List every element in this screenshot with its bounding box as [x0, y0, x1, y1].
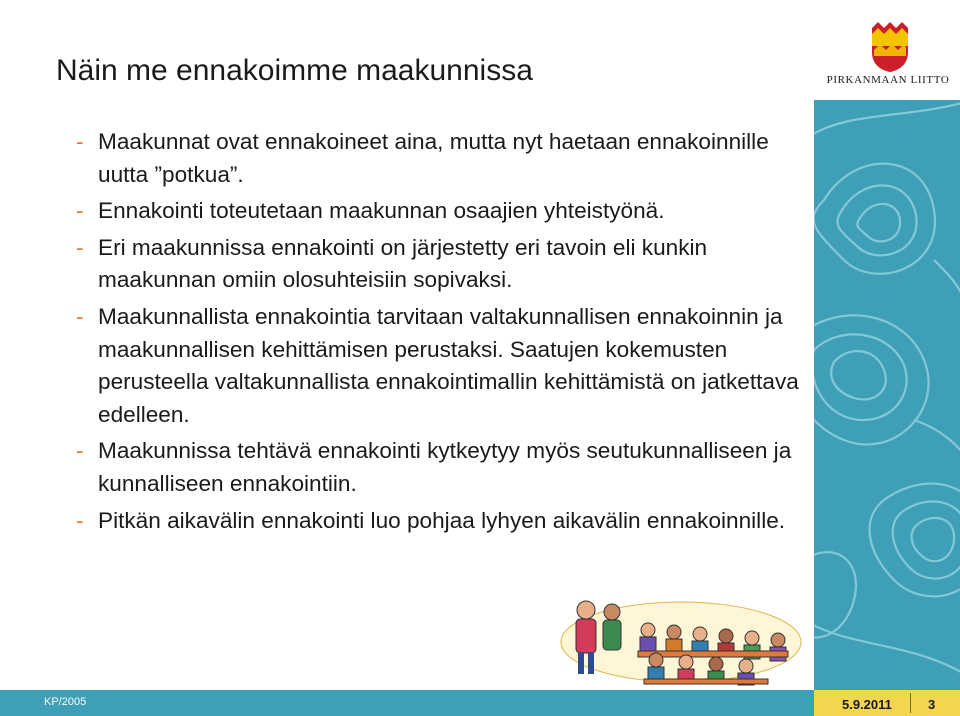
footer-author: KP/2005 — [44, 696, 87, 708]
bullet-item — [68, 232, 808, 297]
footer-divider — [910, 693, 911, 713]
bullet-marker: - — [76, 303, 84, 329]
bullet-text: Ennakointi toteutetaan maakunnan osaajien yhteistyönä. — [98, 198, 665, 224]
bullet-text: Maakunnissa tehtävä ennakointi kytkeytyy myös seutukunnalliseen ja kunnalliseen ennakointiin. — [98, 438, 792, 496]
contour-pattern-icon — [814, 0, 960, 690]
bullet-item — [68, 505, 808, 538]
bullet-list — [68, 126, 808, 541]
bullet-item — [68, 301, 808, 431]
logo-text: PIRKANMAAN LIITTO — [826, 74, 950, 86]
bullet-text: Eri maakunnissa ennakointi on järjestetty eri tavoin eli kunkin maakunnan omiin olosuhteisiin sopivaksi. — [98, 234, 708, 293]
bullet-text: Maakunnallista ennakointia tarvitaan valtakunnallisen ennakoinnin ja maakunnallisen kehittämisen perustaksi. Saatujen kokemusten perusteella valtakunnallista ennakointimallin kehittämistä on jatkettava edelleen. — [98, 303, 799, 427]
bullet-marker: - — [76, 507, 84, 533]
bullet-marker: - — [76, 198, 84, 224]
classroom-clipart-icon — [556, 590, 806, 688]
bullet-item — [68, 126, 808, 191]
decorative-band — [814, 0, 960, 690]
bullet-marker: - — [76, 438, 84, 464]
slide-title: Näin me ennakoimme maakunnissa — [56, 54, 533, 87]
bullet-text: Maakunnat ovat ennakoineet aina, mutta nyt haetaan ennakoinnille uutta ”potkua”. — [98, 129, 769, 187]
bullet-item — [68, 435, 808, 500]
footer-date: 5.9.2011 — [842, 697, 892, 712]
bullet-marker: - — [76, 234, 84, 260]
bullet-item — [68, 195, 808, 228]
bullet-marker: - — [76, 129, 84, 154]
bullet-text: Pitkän aikavälin ennakointi luo pohjaa lyhyen aikavälin ennakoinnille. — [98, 507, 786, 533]
page-number: 3 — [928, 697, 936, 712]
